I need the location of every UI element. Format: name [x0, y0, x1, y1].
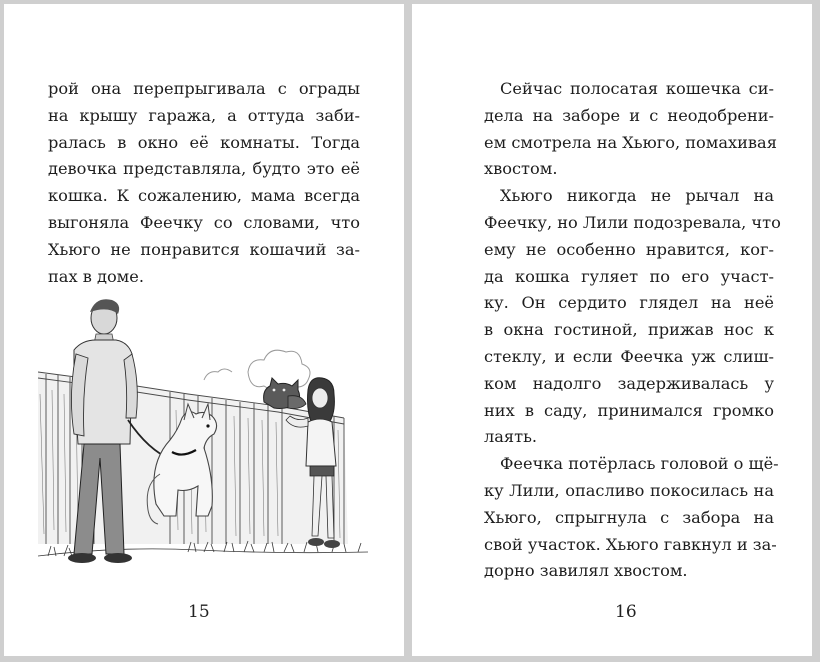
- text-line: них в саду, принимался громко: [484, 400, 774, 420]
- text-line: ему не особенно нравится, ког-: [484, 239, 774, 259]
- illustration-man-dog-girl-cat: [38, 294, 374, 586]
- text-line: ралась в окно её комнаты. Тогда: [48, 132, 360, 152]
- text-line: на крышу гаража, а оттуда заби-: [48, 105, 360, 125]
- left-page-text: [48, 76, 360, 290]
- text-line: кошка. К сожалению, мама всегда: [48, 186, 360, 206]
- text-line: Хьюго никогда не рычал на: [500, 186, 774, 206]
- text-line: хвостом.: [484, 159, 558, 179]
- text-line: Феечку, но Лили подозревала, что: [484, 212, 781, 232]
- text-line: ку. Он сердито глядел на неё: [484, 293, 774, 313]
- text-line: лаять.: [484, 427, 538, 447]
- text-line: Сейчас полосатая кошечка си-: [500, 79, 774, 98]
- text-line: девочка представляла, будто это её: [48, 159, 360, 179]
- text-line: да кошка гуляет по его участ-: [484, 266, 774, 286]
- cat-figure-sketch: [264, 378, 306, 409]
- text-line: дорно завилял хвостом.: [484, 561, 688, 581]
- text-line: выгоняла Феечку со словами, что: [48, 212, 360, 232]
- text-line: Феечка потёрлась головой о щё-: [500, 454, 779, 474]
- text-line: дела на заборе и с неодобрени-: [484, 105, 774, 125]
- text-line: в окна гостиной, прижав нос к: [484, 320, 774, 340]
- page-number: 15: [188, 602, 210, 622]
- text-line: ку Лили, опасливо покосилась на: [484, 480, 774, 500]
- text-line: свой участок. Хьюго гавкнул и за-: [484, 534, 777, 554]
- text-line: пах в доме.: [48, 266, 145, 286]
- text-line: ем смотрела на Хьюго, помахивая: [484, 132, 777, 152]
- right-page-text: [484, 76, 781, 585]
- right-page: [412, 4, 812, 656]
- text-line: Хьюго, спрыгнула с забора на: [484, 507, 774, 527]
- text-line: стеклу, и если Феечка уж слиш-: [484, 346, 774, 366]
- left-page: [4, 4, 404, 656]
- text-line: рой она перепрыгивала с ограды: [48, 79, 360, 98]
- text-line: ком надолго задерживалась у: [484, 373, 774, 393]
- page-number: 16: [615, 602, 637, 622]
- text-line: Хьюго не понравится кошачий за-: [48, 239, 360, 259]
